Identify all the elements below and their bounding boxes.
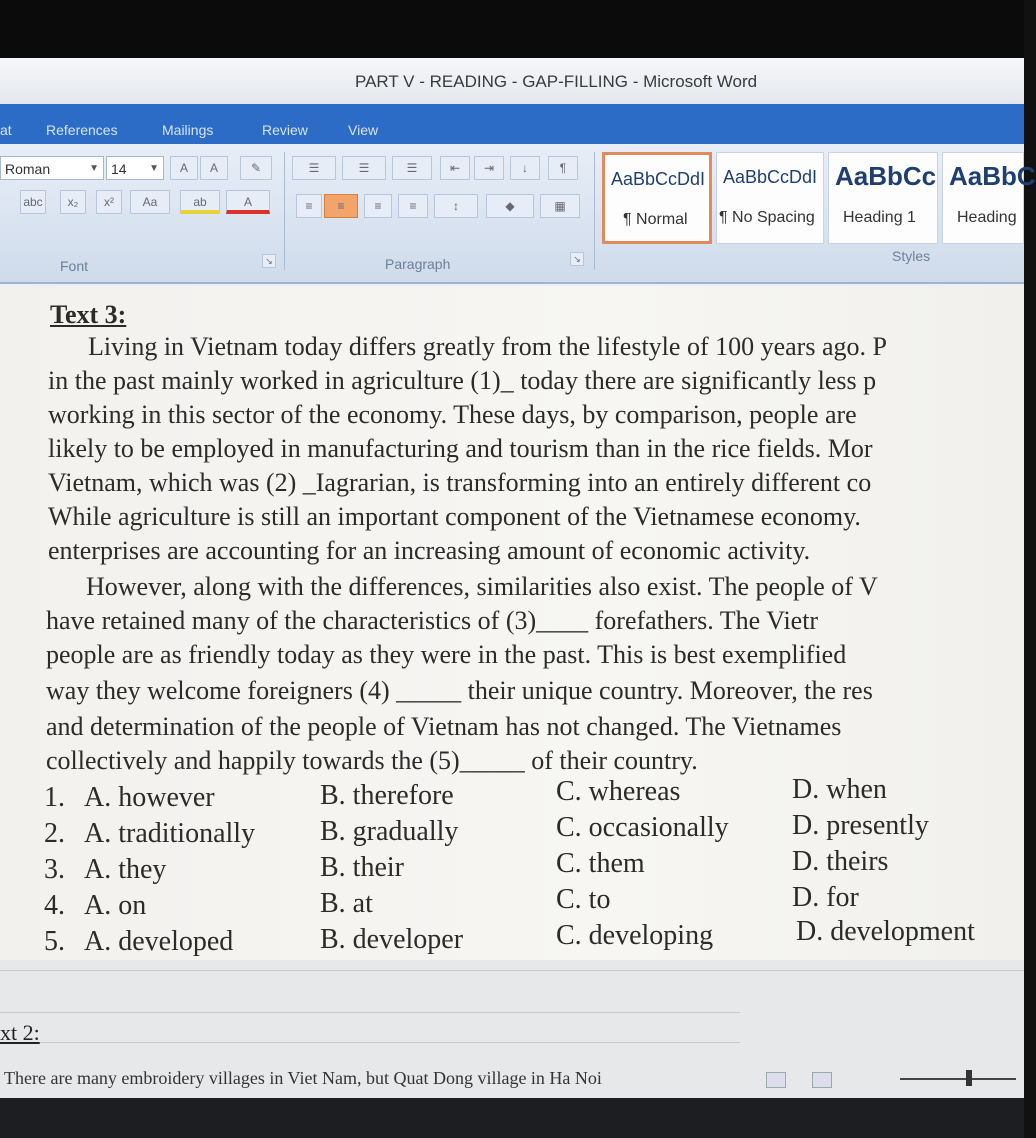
tab-layout[interactable]: at bbox=[0, 122, 12, 138]
passage-line: working in this sector of the economy. These days, by comparison, people are bbox=[48, 400, 857, 429]
style-name: ¶ No Spacing bbox=[719, 209, 815, 226]
divider bbox=[0, 1042, 740, 1043]
passage-line: in the past mainly worked in agriculture (1)_ today there are significantly less p bbox=[48, 366, 877, 395]
style-sample: AaBbCc bbox=[835, 161, 937, 191]
passage-line: However, along with the differences, similarities also exist. The people of V bbox=[86, 572, 878, 601]
tab-references[interactable]: References bbox=[46, 122, 118, 138]
option-c: C. occasionally bbox=[556, 812, 729, 843]
passage-line: people are as friendly today as they were in the past. This is best exemplified bbox=[46, 640, 847, 669]
borders-icon[interactable]: ▦ bbox=[540, 194, 580, 218]
option-d: D. development bbox=[796, 916, 975, 947]
passage-line: enterprises are accounting for an increasing amount of economic activity. bbox=[48, 536, 811, 565]
align-center-button[interactable]: ≡ bbox=[324, 194, 358, 218]
style-name: Heading 1 bbox=[843, 209, 916, 226]
subscript-button[interactable]: x₂ bbox=[60, 190, 86, 214]
cut-off-line: There are many embroidery villages in Viet Nam, but Quat Dong village in Ha Noi bbox=[4, 1068, 602, 1088]
tab-view[interactable]: View bbox=[348, 122, 379, 138]
style-no-spacing[interactable] bbox=[716, 152, 824, 244]
style-sample: AaBbCcDdI bbox=[611, 169, 706, 189]
option-a: A. however bbox=[84, 782, 215, 813]
multilevel-list-button[interactable]: ☰ bbox=[392, 156, 432, 180]
option-a: A. they bbox=[84, 854, 167, 885]
option-c: C. developing bbox=[556, 920, 714, 951]
numbering-button[interactable]: ☰ bbox=[342, 156, 386, 180]
passage-line: While agriculture is still an important component of the Vietnamese economy. bbox=[48, 502, 861, 531]
divider bbox=[0, 1012, 740, 1013]
paragraph-dialog-launcher-icon[interactable]: ↘ bbox=[570, 252, 584, 266]
ribbon-tab-bar bbox=[0, 104, 1024, 144]
option-a: A. on bbox=[84, 890, 147, 921]
option-c: C. whereas bbox=[556, 776, 681, 807]
ribbon bbox=[0, 144, 1036, 284]
passage-line: collectively and happily towards the (5)_____ of their country. bbox=[46, 746, 698, 775]
option-a: A. traditionally bbox=[84, 818, 256, 849]
chevron-down-icon[interactable]: ▼ bbox=[149, 163, 159, 174]
font-group-label: Font bbox=[60, 258, 89, 274]
font-color-icon[interactable]: A bbox=[226, 190, 270, 214]
option-d: D. theirs bbox=[792, 846, 889, 877]
font-size-combo[interactable] bbox=[106, 156, 164, 180]
passage-line: Living in Vietnam today differs greatly from the lifestyle of 100 years ago. P bbox=[88, 332, 887, 361]
print-layout-view-icon[interactable] bbox=[766, 1072, 786, 1088]
text-3-heading: Text 3: bbox=[50, 300, 127, 329]
chevron-down-icon[interactable]: ▼ bbox=[89, 163, 99, 174]
option-b: B. at bbox=[320, 888, 373, 919]
next-page-area bbox=[0, 960, 1024, 1098]
option-b: B. developer bbox=[320, 924, 464, 955]
full-screen-view-icon[interactable] bbox=[812, 1072, 832, 1088]
style-heading-2[interactable] bbox=[942, 152, 1036, 244]
passage-line: Vietnam, which was (2) _Iagrarian, is transforming into an entirely different co bbox=[48, 468, 872, 497]
clear-formatting-button[interactable]: ✎ bbox=[240, 156, 272, 180]
font-name-value: Roman bbox=[5, 161, 51, 177]
option-a: A. developed bbox=[84, 926, 234, 957]
grow-font-button[interactable]: A bbox=[170, 156, 198, 180]
align-left-button[interactable]: ≡ bbox=[296, 194, 322, 218]
top-dark-border bbox=[0, 0, 1024, 58]
superscript-button[interactable]: x² bbox=[96, 190, 122, 214]
bullets-button[interactable]: ☰ bbox=[292, 156, 336, 180]
zoom-slider-thumb[interactable] bbox=[966, 1070, 972, 1086]
word-window bbox=[0, 58, 1036, 1098]
option-d: D. when bbox=[792, 774, 887, 805]
strikethrough-button[interactable]: abc bbox=[20, 190, 46, 214]
justify-button[interactable]: ≡ bbox=[398, 194, 428, 218]
styles-group-label: Styles bbox=[892, 248, 931, 264]
question-number: 2. bbox=[44, 818, 65, 849]
window-title: PART V - READING - GAP-FILLING - Microsoft Word bbox=[355, 72, 758, 91]
text-2-heading: xt 2: bbox=[0, 1020, 40, 1045]
tab-review[interactable]: Review bbox=[262, 122, 308, 138]
question-number: 4. bbox=[44, 890, 65, 921]
zoom-slider-track[interactable] bbox=[900, 1078, 1016, 1080]
style-sample: AaBbCcDdI bbox=[723, 167, 818, 187]
highlight-icon[interactable]: ab bbox=[180, 190, 220, 214]
option-b: B. their bbox=[320, 852, 404, 883]
increase-indent-button[interactable]: ⇥ bbox=[474, 156, 504, 180]
question-number: 1. bbox=[44, 782, 65, 813]
bottom-dark-border bbox=[0, 1098, 1024, 1138]
line-spacing-button[interactable]: ↕ bbox=[434, 194, 478, 218]
option-d: D. for bbox=[792, 882, 859, 913]
font-name-combo[interactable] bbox=[0, 156, 104, 180]
style-normal[interactable] bbox=[602, 152, 712, 244]
sort-button[interactable]: ↓ bbox=[510, 156, 540, 180]
option-c: C. them bbox=[556, 848, 645, 879]
passage-line: have retained many of the characteristics of (3)____ forefathers. The Vietr bbox=[46, 606, 819, 635]
option-d: D. presently bbox=[792, 810, 929, 841]
style-heading-1[interactable] bbox=[828, 152, 938, 244]
passage-line: way they welcome foreigners (4) _____ their unique country. Moreover, the res bbox=[46, 676, 873, 705]
group-divider bbox=[284, 152, 285, 270]
align-right-button[interactable]: ≡ bbox=[364, 194, 392, 218]
option-b: B. gradually bbox=[320, 816, 459, 847]
shading-icon[interactable]: ◆ bbox=[486, 194, 534, 218]
passage-line: likely to be employed in manufacturing and tourism than in the rice fields. Mor bbox=[48, 434, 873, 463]
group-divider bbox=[594, 152, 595, 270]
tab-mailings[interactable]: Mailings bbox=[162, 122, 214, 138]
style-name: Heading bbox=[957, 209, 1017, 226]
pilcrow-icon[interactable]: ¶ bbox=[548, 156, 578, 180]
title-bar bbox=[0, 58, 1024, 104]
question-number: 3. bbox=[44, 854, 65, 885]
passage-line: and determination of the people of Vietnam has not changed. The Vietnames bbox=[46, 712, 842, 741]
option-c: C. to bbox=[556, 884, 611, 915]
option-b: B. therefore bbox=[320, 780, 454, 811]
question-number: 5. bbox=[44, 926, 65, 957]
decrease-indent-button[interactable]: ⇤ bbox=[440, 156, 470, 180]
divider bbox=[0, 970, 1024, 971]
font-size-value: 14 bbox=[111, 161, 127, 177]
shrink-font-button[interactable]: A bbox=[200, 156, 228, 180]
change-case-button[interactable]: Aa bbox=[130, 190, 170, 214]
document-page[interactable] bbox=[0, 286, 1024, 960]
style-sample: AaBbC bbox=[949, 161, 1036, 191]
font-dialog-launcher-icon[interactable]: ↘ bbox=[262, 254, 276, 268]
paragraph-group-label: Paragraph bbox=[385, 256, 451, 272]
style-name: ¶ Normal bbox=[623, 211, 688, 228]
